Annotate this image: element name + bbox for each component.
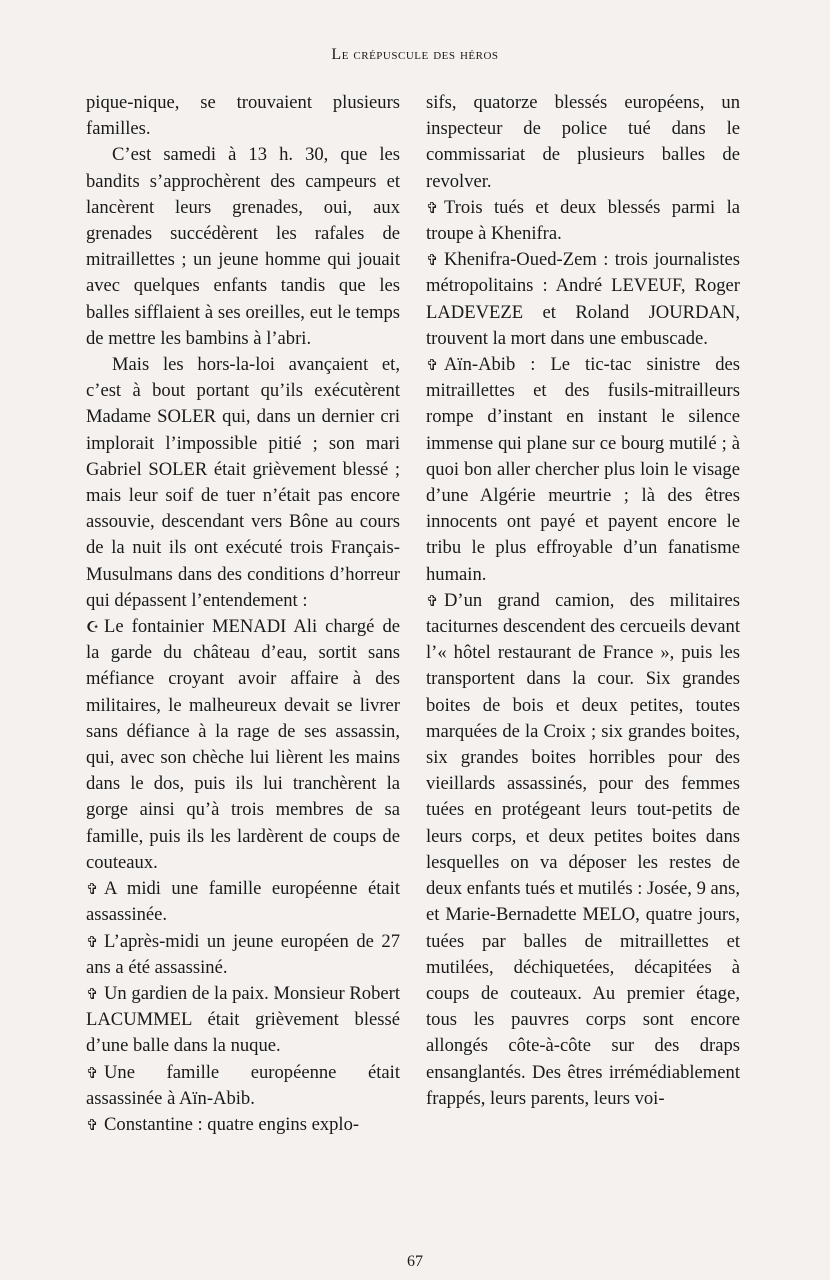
paragraph-text: L’après-midi un jeune européen de 27 ans a été assassiné.: [86, 930, 400, 978]
paragraph-text: Aïn-Abib : Le tic-tac sinistre des mitraillettes et des fusils-mitrailleurs rompe d’instant en instant le silence immense qui plane sur ce bourg mutilé ; à quoi bon aller chercher plus loin le visage d’une Algérie meurtrie ; là des êtres innocents ont payé et payent encore le tribu le plus effroyable d’un fanatisme humain.: [426, 354, 740, 585]
paragraph: [86, 981, 400, 1060]
paragraph: [426, 247, 740, 352]
right-column: [426, 90, 740, 1112]
paragraph-text: Trois tués et deux blessés parmi la troupe à Khenifra.: [426, 196, 740, 245]
paragraph-text: Khenifra-Oued-Zem : trois journalistes métropolitains : André LEVEUF, Roger LADEVEZE et Roland JOURDAN, trouvent la mort dans une embuscade.: [426, 249, 740, 349]
paragraph-text: C’est samedi à 13 h. 30, que les bandits s’approchèrent des campeurs et lancèrent leurs grenades, oui, aux grenades succédèrent les rafales de mitraillettes ; un jeune homme qui jouait avec quelques enfants tandis que les balles sifflaient à ses oreilles, eut le temps de mettre les bambins à l’abri.: [86, 144, 400, 349]
cross-icon: ✞: [426, 251, 439, 270]
paragraph: [86, 929, 400, 981]
paragraph: [426, 352, 740, 588]
crescent-icon: ☪: [86, 618, 100, 637]
cross-icon: ✞: [86, 880, 99, 899]
paragraph: [86, 1112, 400, 1138]
paragraph-text: pique-nique, se trouvaient plusieurs familles.: [86, 92, 400, 140]
left-column: [86, 90, 400, 1138]
cross-icon: ✞: [86, 932, 99, 951]
paragraph-text: A midi une famille européenne était assassinée.: [86, 878, 400, 926]
paragraph-text: Un gardien de la paix. Monsieur Robert LACUMMEL était grièvement blessé d’une balle dans la nuque.: [86, 982, 400, 1057]
cross-icon: ✞: [86, 1115, 99, 1134]
paragraph: [86, 614, 400, 876]
page-number: 67: [407, 1253, 423, 1270]
paragraph-text: D’un grand camion, des militaires taciturnes descendent des cercueils devant l’« hôtel restaurant de France », puis les transportent dans la cour. Six grandes boites de bois et deux petites, toutes marquées de la Croix ; six grandes boites, six grandes boites horribles pour des vieillards assassinés, pour des femmes tuées en protégeant leurs tout-petits de leurs corps, et deux petites boites dans lesquelles on va déposer les restes de deux enfants tués et mutilés : Josée, 9 ans, et Marie-Bernadette MELO, quatre jours, tuées par balles de mitraillettes et mutilées, déchiquetées, décapitées à coups de couteaux. Au premier étage, tous les pauvres corps sont encore allongés côte-à-côte sur des draps ensanglantés. Des êtres irrémédiablement frappés, leurs parents, leurs voi-: [426, 589, 740, 1109]
paragraph: [86, 90, 400, 142]
paragraph: [426, 195, 740, 247]
paragraph-text: Une famille européenne était assassinée à Aïn-Abib.: [86, 1061, 400, 1109]
paragraph: [86, 1060, 400, 1112]
cross-icon: ✞: [426, 356, 439, 375]
paragraph: [86, 142, 400, 352]
paragraph: [86, 876, 400, 928]
cross-icon: ✞: [426, 198, 439, 217]
paragraph-text: Mais les hors-la-loi avançaient et, c’est à bout portant qu’ils exécutèrent Madame SOLER qui, dans un dernier cri implorait l’impossible pitié ; son mari Gabriel SOLER était grièvement blessé ; mais leur soif de tuer n’était pas encore assouvie, descendant vers Bône au cours de la nuit ils ont exécuté trois Français-Musulmans dans des conditions d’horreur qui dépassent l’entendement :: [86, 354, 400, 611]
paragraph-text: sifs, quatorze blessés européens, un inspecteur de police tué dans le commissariat de plusieurs balles de revolver.: [426, 92, 740, 192]
cross-icon: ✞: [86, 1063, 99, 1082]
cross-icon: ✞: [86, 984, 99, 1003]
paragraph-text: Constantine : quatre engins explo-: [104, 1113, 360, 1135]
cross-icon: ✞: [426, 591, 439, 610]
running-title: Le crépuscule des héros: [331, 46, 499, 63]
paragraph: [426, 588, 740, 1112]
paragraph: [86, 352, 400, 614]
paragraph-text: Le fontainier MENADI Ali chargé de la garde du château d’eau, sortit sans méfiance croyant avoir affaire à des militaires, le malheureux devait se livrer sans défiance à la rage de ses assassin, qui, avec son chèche lui lièrent les mains dans le dos, puis ils lui tranchèrent la gorge ainsi qu’à trois membres de sa famille, puis ils les lardèrent de coups de couteaux.: [86, 616, 400, 873]
paragraph: [426, 90, 740, 195]
